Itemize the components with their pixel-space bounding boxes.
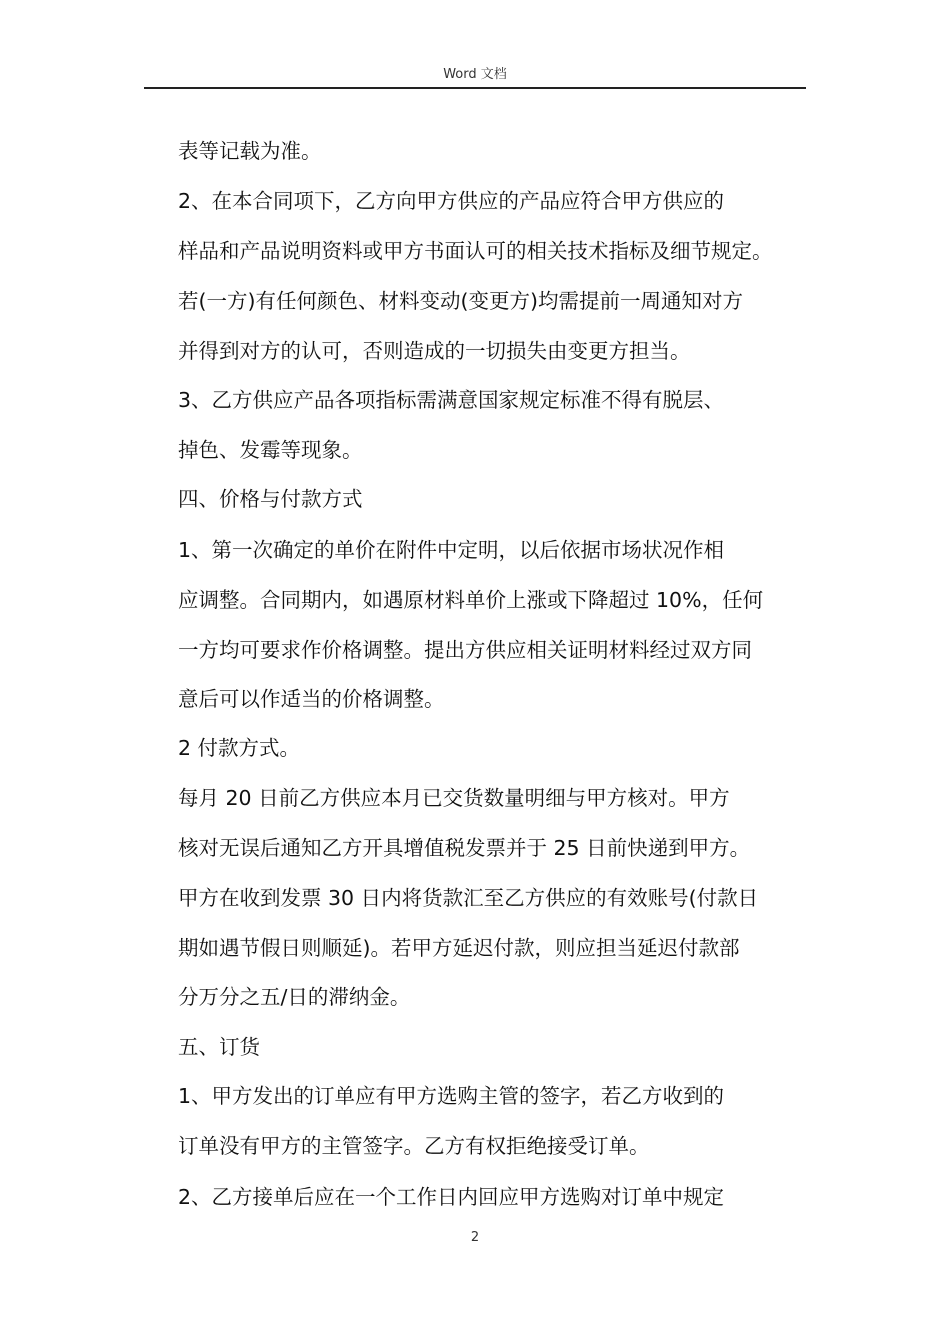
text-line: 2、在本合同项下，乙方向甲方供应的产品应符合甲方供应的 (178, 189, 725, 213)
text-line: 并得到对方的认可，否则造成的一切损失由变更方担当。 (178, 339, 691, 363)
page-number: 2 (470, 1230, 480, 1245)
text-line: 甲方在收到发票 30 日内将货款汇至乙方供应的有效账号(付款日 (178, 886, 759, 910)
text-line: 2、乙方接单后应在一个工作日内回应甲方选购对订单中规定 (178, 1185, 725, 1209)
text-line: 意后可以作适当的价格调整。 (178, 687, 445, 711)
text-line: 3、乙方供应产品各项指标需满意国家规定标准不得有脱层、 (178, 388, 725, 412)
text-line: 样品和产品说明资料或甲方书面认可的相关技术指标及细节规定。 (178, 239, 773, 263)
text-line: 若(一方)有任何颜色、材料变动(变更方)均需提前一周通知对方 (178, 289, 743, 313)
text-line: 分万分之五/日的滞纳金。 (178, 985, 411, 1009)
text-line: 订单没有甲方的主管签字。乙方有权拒绝接受订单。 (178, 1134, 650, 1158)
text-line: 四、价格与付款方式 (178, 487, 363, 511)
text-line: 2 付款方式。 (178, 736, 301, 760)
text-line: 核对无误后通知乙方开具增值税发票并于 25 日前快递到甲方。 (178, 836, 751, 860)
text-line: 表等记载为准。 (178, 139, 322, 163)
text-line: 掉色、发霉等现象。 (178, 438, 363, 462)
text-line: 1、甲方发出的订单应有甲方选购主管的签字，若乙方收到的 (178, 1084, 725, 1108)
text-line: 应调整。合同期内，如遇原材料单价上涨或下降超过 10%，任何 (178, 588, 764, 612)
text-line: 一方均可要求作价格调整。提出方供应相关证明材料经过双方同 (178, 638, 752, 662)
text-line: 五、订货 (178, 1035, 260, 1059)
header-rule (144, 87, 806, 89)
header-title: Word 文档 (443, 67, 507, 82)
text-line: 1、第一次确定的单价在附件中定明，以后依据市场状况作相 (178, 538, 725, 562)
text-line: 每月 20 日前乙方供应本月已交货数量明细与甲方核对。甲方 (178, 786, 730, 810)
text-line: 期如遇节假日则顺延)。若甲方延迟付款，则应担当延迟付款部 (178, 936, 740, 960)
